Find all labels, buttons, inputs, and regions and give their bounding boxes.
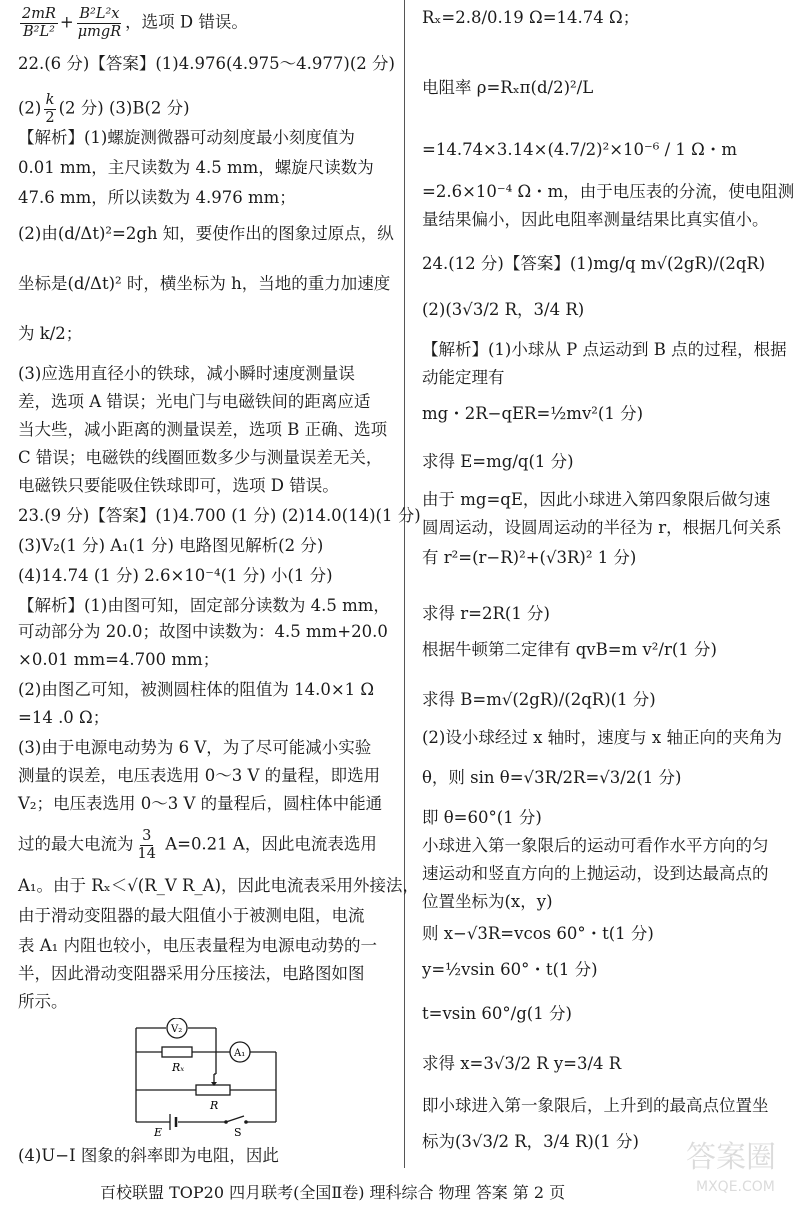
fraction: $\frac{\text{B²L²x}}{\text{μmgR}}$ bbox=[77, 6, 122, 40]
fraction: $\frac{2mR}{\text{B²L²}}$ bbox=[22, 6, 56, 40]
text-line: 过的最大电流为 $\frac{3}{14}$ A=0.21 A，因此电流表选用 bbox=[18, 828, 377, 862]
text-line: 当大些，减小距离的测量误差，选项 B 正确、选项 bbox=[18, 420, 388, 439]
text-line: (2)由(d/Δt)²=2gh 知，要使作出的图象过原点，纵 bbox=[18, 224, 394, 243]
watermark-text: 答案圈 bbox=[686, 1140, 776, 1175]
text-line: 由于 mg=qE，因此小球进入第四象限后做匀速 bbox=[422, 490, 771, 509]
label-rx: Rₓ bbox=[172, 1061, 185, 1074]
text-line: 动能定理有 bbox=[422, 368, 505, 387]
text-line: 量结果偏小，因此电阻率测量结果比真实值小。 bbox=[422, 210, 769, 229]
text-line: 47.6 mm，所以读数为 4.976 mm； bbox=[18, 188, 296, 207]
text-line: ×0.01 mm=4.700 mm； bbox=[18, 650, 220, 669]
page-footer: 百校联盟 TOP20 四月联考(全国Ⅱ卷) 理科综合 物理 答案 第 2 页 bbox=[100, 1183, 566, 1202]
text-line: 坐标是(d/Δt)² 时，横坐标为 h，当地的重力加速度 bbox=[18, 274, 391, 293]
text-line: (2)由图乙可知，被测圆柱体的阻值为 14.0×1 Ω bbox=[18, 680, 375, 699]
text-line: A₁。由于 Rₓ＜√(R_V R_A)，因此电流表采用外接法， bbox=[18, 876, 420, 895]
label-a1: A₁ bbox=[234, 1048, 246, 1059]
text-line: 位置坐标为(x，y) bbox=[422, 892, 553, 911]
text-line: (2)设小球经过 x 轴时，速度与 x 轴正向的夹角为 bbox=[422, 728, 782, 747]
text-line: =2.6×10⁻⁴ Ω・m，由于电压表的分流，使电阻测 bbox=[422, 182, 795, 201]
text-line: 半，因此滑动变阻器采用分压接法，电路图如图 bbox=[18, 964, 365, 983]
label-v2: V₂ bbox=[171, 1024, 183, 1035]
fraction-k2: $\frac{k}{2}$ bbox=[45, 92, 55, 126]
text-line: 【解析】(1)螺旋测微器可动刻度最小刻度值为 bbox=[18, 128, 355, 147]
text-line: mg・2R−qER=½mv²(1 分) bbox=[422, 404, 644, 423]
text-line: =14 .0 Ω； bbox=[18, 708, 110, 727]
text-line: 【解析】(1)由图可知，固定部分读数为 4.5 mm， bbox=[18, 596, 390, 615]
text-line: (3)由于电源电动势为 6 V，为了尽可能减小实验 bbox=[18, 738, 372, 757]
text-line: 求得 E=mg/q(1 分) bbox=[422, 452, 574, 471]
text-line: 圆周运动，设圆周运动的半径为 r，根据几何关系 bbox=[422, 518, 782, 537]
text-line: 小球进入第一象限后的运动可看作水平方向的匀 bbox=[422, 836, 769, 855]
text-line: 求得 r=2R(1 分) bbox=[422, 604, 550, 623]
label-e: E bbox=[154, 1126, 163, 1138]
text-line: 可动部分为 20.0；故图中读数为：4.5 mm+20.0 bbox=[18, 622, 388, 641]
text-line: 标为(3√3/2 R，3/4 R)(1 分) bbox=[422, 1132, 639, 1151]
text-line: t=vsin 60°/g(1 分) bbox=[422, 1004, 572, 1023]
text-line: 由于滑动变阻器的最大阻值小于被测电阻，电流 bbox=[18, 906, 365, 925]
text-line: (3)V₂(1 分) A₁(1 分) 电路图见解析(2 分) bbox=[18, 536, 324, 555]
text-line: 测量的误差，电压表选用 0～3 V 的量程，即选用 bbox=[18, 766, 381, 785]
text-line: 即 θ=60°(1 分) bbox=[422, 808, 542, 827]
text-line: 求得 B=m√(2gR)/(2qR)(1 分) bbox=[422, 690, 656, 709]
label-r: R bbox=[210, 1099, 219, 1112]
text-line: 所示。 bbox=[18, 992, 68, 1011]
text-line: Rₓ=2.8/0.19 Ω=14.74 Ω； bbox=[422, 8, 640, 27]
text-line: 速运动和竖直方向的上抛运动，设到达最高点的 bbox=[422, 864, 769, 883]
text-line: 为 k/2； bbox=[18, 324, 83, 343]
answer-23: 23.(9 分)【答案】(1)4.700 (1 分) (2)14.0(14)(1 分) bbox=[18, 506, 421, 525]
text-line: 有 r²=(r−R)²+(√3R)² 1 分) bbox=[422, 548, 637, 567]
text-line: 电磁铁只要能吸住铁球即可，选项 D 错误。 bbox=[18, 476, 339, 495]
column-divider bbox=[404, 0, 405, 1168]
circuit-diagram bbox=[126, 1018, 296, 1138]
text-line: 表 A₁ 内阻也较小，电压表量程为电源电动势的一 bbox=[18, 936, 378, 955]
text-line: 【解析】(1)小球从 P 点运动到 B 点的过程，根据 bbox=[422, 340, 787, 359]
label-s: S bbox=[234, 1126, 242, 1138]
text-line: 即小球进入第一象限后，上升到的最高点位置坐 bbox=[422, 1096, 769, 1115]
text-line: 根据牛顿第二定律有 qvB=m v²/r(1 分) bbox=[422, 640, 717, 659]
answer-24: 24.(12 分)【答案】(1)mg/q m√(2gR)/(2qR) bbox=[422, 254, 766, 273]
watermark-logo bbox=[682, 1129, 804, 1199]
text-line: 0.01 mm，主尺读数为 4.5 mm，螺旋尺读数为 bbox=[18, 158, 374, 177]
text-line: 则 x−√3R=vcos 60°・t(1 分) bbox=[422, 924, 654, 943]
watermark-url: MXQE.COM bbox=[696, 1179, 775, 1195]
text-line: θ，则 sin θ=√3R/2R=√3/2(1 分) bbox=[422, 768, 682, 787]
text-line: 电阻率 ρ=Rₓπ(d/2)²/L bbox=[422, 78, 594, 97]
text-line: (4)U−I 图象的斜率即为电阻，因此 bbox=[18, 1146, 279, 1165]
fraction-3-14: $\frac{3}{14}$ bbox=[137, 828, 156, 862]
answer-22-part2: (2) $\frac{k}{2}$ (2 分) (3)B(2 分) bbox=[18, 92, 190, 126]
text-line: y=½vsin 60°・t(1 分) bbox=[422, 960, 598, 979]
text-line: C 错误；电磁铁的线圈匝数多少与测量误差无关， bbox=[18, 448, 383, 467]
formula-line: $\frac{2mR}{\text{B²L²}}$ + $\frac{\text{B²L²x}}{\text{μmgR}}$ ，选项 D 错误。 bbox=[22, 6, 248, 40]
answer-22: 22.(6 分)【答案】(1)4.976(4.975～4.977)(2 分) bbox=[18, 54, 395, 73]
text-line: (3)应选用直径小的铁球，减小瞬时速度测量误 bbox=[18, 364, 355, 383]
text-line: (2)(3√3/2 R，3/4 R) bbox=[422, 300, 585, 319]
text-line: 差，选项 A 错误；光电门与电磁铁间的距离应适 bbox=[18, 392, 371, 411]
text-line: (4)14.74 (1 分) 2.6×10⁻⁴(1 分) 小(1 分) bbox=[18, 566, 333, 585]
text-line: =14.74×3.14×(4.7/2)²×10⁻⁶ / 1 Ω・m bbox=[422, 140, 737, 159]
text-line: 求得 x=3√3/2 R y=3/4 R bbox=[422, 1054, 622, 1073]
text-line: V₂；电压表选用 0～3 V 的量程后，圆柱体中能通 bbox=[18, 794, 383, 813]
